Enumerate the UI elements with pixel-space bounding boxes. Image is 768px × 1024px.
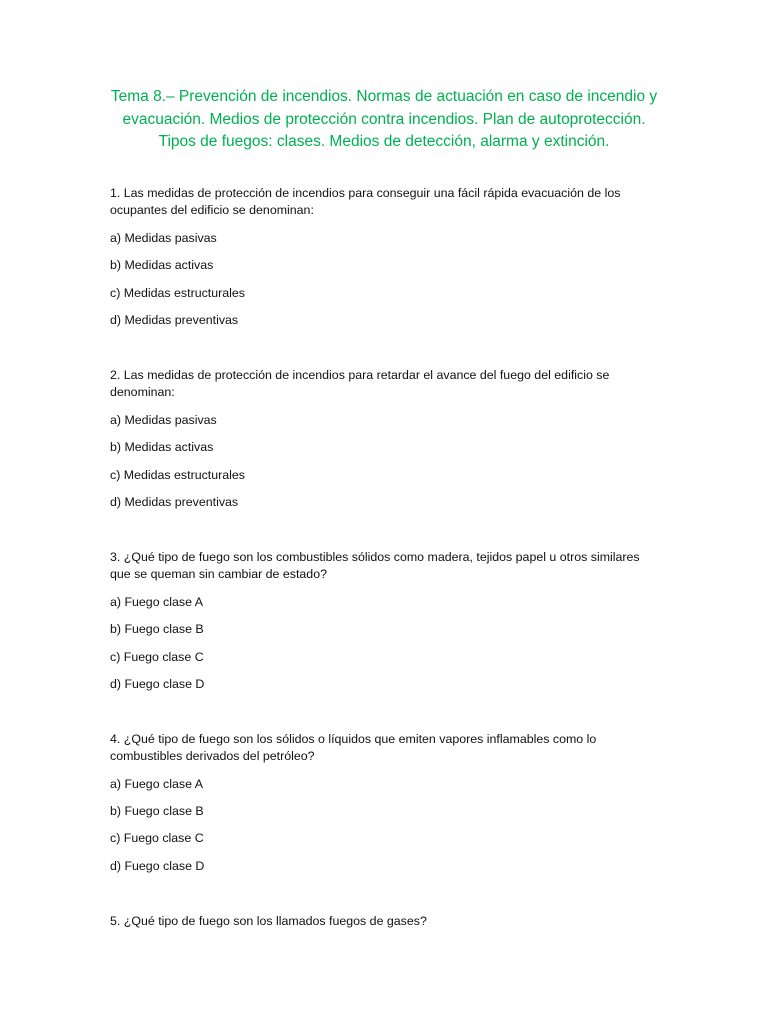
- question-3-option-d: d) Fuego clase D: [110, 677, 205, 691]
- document-title: Tema 8.– Prevención de incendios. Normas de actuación en caso de incendio y evacuación. Medios de protección contra incendios. Plan de autoprotección. Tipos de fuegos: clases. Medios de detección, alarma y extinción.: [110, 88, 658, 150]
- question-1-option-a: a) Medidas pasivas: [110, 231, 217, 245]
- question-4-option-a: a) Fuego clase A: [110, 777, 203, 791]
- question-2-option-b: b) Medidas activas: [110, 440, 214, 454]
- question-2-option-d: d) Medidas preventivas: [110, 495, 239, 509]
- question-3-option-b: b) Fuego clase B: [110, 622, 204, 636]
- question-3: 3. ¿Qué tipo de fuego son los combustibles sólidos como madera, tejidos papel u otros similares que se queman sin cambiar de estado?: [110, 550, 640, 581]
- question-4-option-b: b) Fuego clase B: [110, 804, 204, 818]
- question-2: 2. Las medidas de protección de incendios para retardar el avance del fuego del edificio se denominan:: [110, 368, 610, 399]
- question-1-option-b: b) Medidas activas: [110, 258, 214, 272]
- question-5: 5. ¿Qué tipo de fuego son los llamados fuegos de gases?: [110, 914, 427, 928]
- question-1-option-c: c) Medidas estructurales: [110, 286, 245, 300]
- question-3-option-a: a) Fuego clase A: [110, 595, 203, 609]
- question-2-option-a: a) Medidas pasivas: [110, 413, 217, 427]
- question-4: 4. ¿Qué tipo de fuego son los sólidos o líquidos que emiten vapores inflamables como lo combustibles derivados del petróleo?: [110, 732, 597, 763]
- question-1: 1. Las medidas de protección de incendios para conseguir una fácil rápida evacuación de los ocupantes del edificio se denominan:: [110, 186, 621, 217]
- question-3-option-c: c) Fuego clase C: [110, 650, 204, 664]
- question-4-option-d: d) Fuego clase D: [110, 859, 205, 873]
- question-2-option-c: c) Medidas estructurales: [110, 468, 245, 482]
- question-4-option-c: c) Fuego clase C: [110, 831, 204, 845]
- question-1-option-d: d) Medidas preventivas: [110, 313, 239, 327]
